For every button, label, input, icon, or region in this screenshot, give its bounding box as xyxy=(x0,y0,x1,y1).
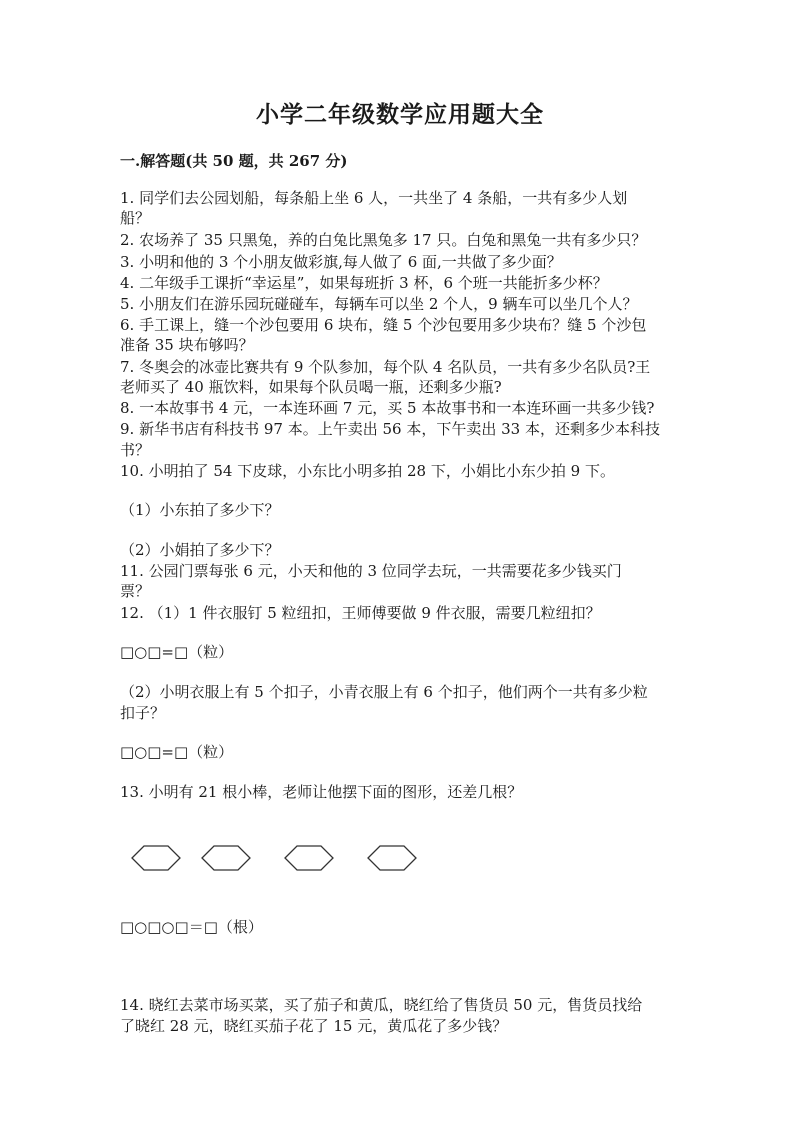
question-12-part-2-line-2: 扣子？ xyxy=(120,704,166,722)
question-13: 13. 小明有 21 根小棒，老师让他摆下面的图形，还差几根？ xyxy=(120,783,523,801)
hexagon-shape xyxy=(132,846,180,870)
question-10-part-2: （2）小娟拍了多少下？ xyxy=(120,541,280,559)
question-8: 8. 一本故事书 4 元，一本连环画 7 元，买 5 本故事书和一本连环画一共多少钱? xyxy=(120,399,655,417)
question-4: 4. 二年级手工课折“幸运星”，如果每班折 3 杯，6 个班一共能折多少杯？ xyxy=(120,274,608,292)
question-14-line-1: 14. 晓红去菜市场买菜，买了茄子和黄瓜，晓红给了售货员 50 元，售货员找给 xyxy=(120,996,643,1014)
question-1-line-2: 船？ xyxy=(120,209,151,227)
question-9-line-1: 9. 新华书店有科技书 97 本。上午卖出 56 本，下午卖出 33 本，还剩多少本科技 xyxy=(120,420,660,438)
hexagon-figures xyxy=(120,838,440,878)
question-12-part-1: 12. （1）1 件衣服钉 5 粒纽扣，王师傅要做 9 件衣服，需要几粒纽扣？ xyxy=(120,604,601,622)
question-1-line-1: 1. 同学们去公园划船，每条船上坐 6 人，一共坐了 4 条船，一共有多少人划 xyxy=(120,189,628,207)
hexagon-shape xyxy=(368,846,416,870)
question-11-line-1: 11. 公园门票每张 6 元，小天和他的 3 位同学去玩，一共需要花多少钱买门 xyxy=(120,562,622,580)
question-2: 2. 农场养了 35 只黑兔，养的白兔比黑兔多 17 只。白兔和黑兔一共有多少只？ xyxy=(120,231,647,249)
question-6-line-2: 准备 35 块布够吗？ xyxy=(120,336,254,354)
hexagon-shape xyxy=(202,846,250,870)
question-12-part-2-line-1: （2）小明衣服上有 5 个扣子，小青衣服上有 6 个扣子，他们两个一共有多少粒 xyxy=(120,683,648,701)
hexagon-shape xyxy=(285,846,333,870)
question-11-line-2: 票？ xyxy=(120,582,151,600)
equation-template-2: □○□=□（粒） xyxy=(120,743,234,761)
question-14-line-2: 了晓红 28 元，晓红买茄子花了 15 元，黄瓜花了多少钱？ xyxy=(120,1017,508,1035)
question-7-line-2: 老师买了 40 瓶饮料，如果每个队员喝一瓶，还剩多少瓶? xyxy=(120,378,502,396)
question-5: 5. 小朋友们在游乐园玩碰碰车，每辆车可以坐 2 个人，9 辆车可以坐几个人？ xyxy=(120,295,638,313)
section-heading: 一.解答题(共 50 题，共 267 分) xyxy=(120,152,348,170)
question-10: 10. 小明拍了 54 下皮球，小东比小明多拍 28 下，小娟比小东少拍 9 下。 xyxy=(120,462,615,480)
question-3: 3. 小明和他的 3 个小朋友做彩旗,每人做了 6 面,一共做了多少面？ xyxy=(120,253,562,271)
equation-template-1: □○□=□（粒） xyxy=(120,643,234,661)
page-title: 小学二年级数学应用题大全 xyxy=(256,101,544,128)
question-6-line-1: 6. 手工课上，缝一个沙包要用 6 块布，缝 5 个沙包要用多少块布？缝 5 个沙包 xyxy=(120,316,647,334)
question-10-part-1: （1）小东拍了多少下？ xyxy=(120,501,280,519)
question-7-line-1: 7. 冬奥会的冰壶比赛共有 9 个队参加，每个队 4 名队员，一共有多少名队员?王 xyxy=(120,358,651,376)
equation-template-3: □○□○□＝□（根） xyxy=(120,918,263,936)
question-9-line-2: 书？ xyxy=(120,441,151,459)
